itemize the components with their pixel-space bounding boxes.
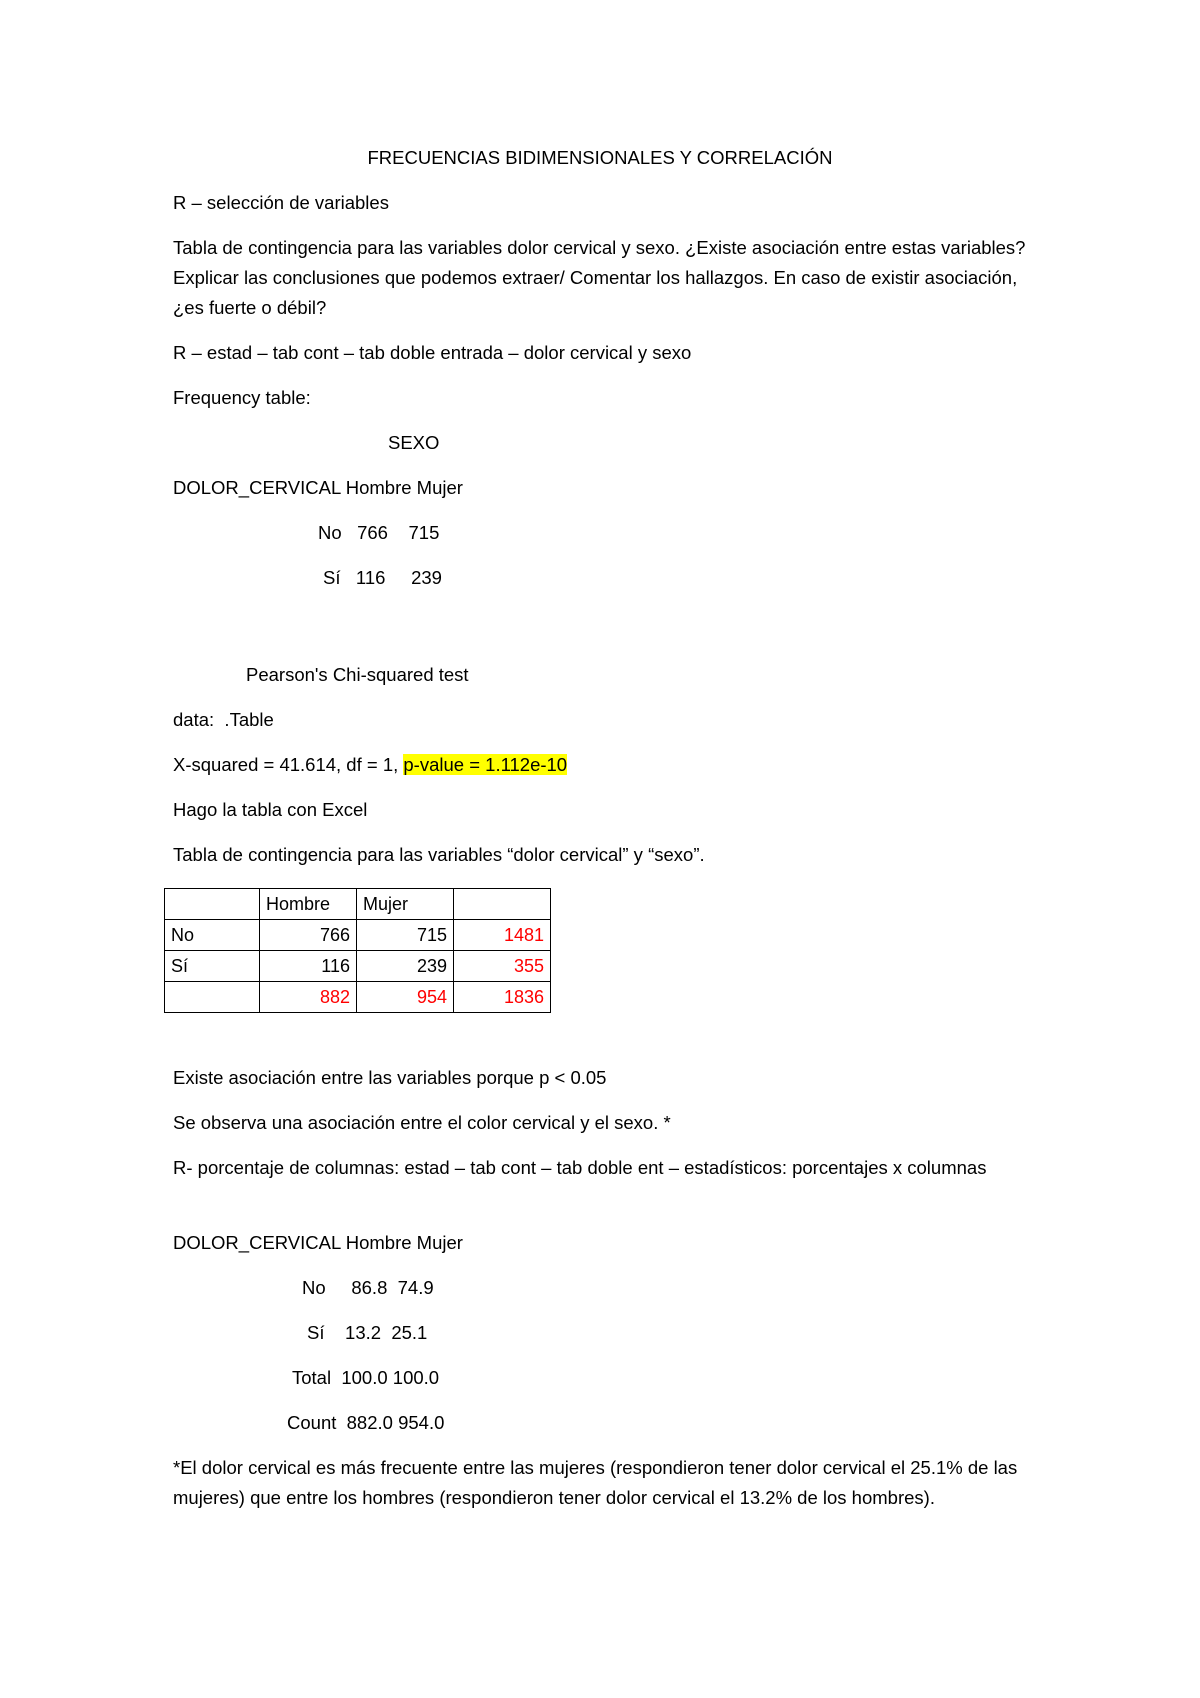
pct-row-count: Count 882.0 954.0 (287, 1412, 445, 1433)
pct-row-no: No 86.8 74.9 (302, 1277, 434, 1298)
sexo-header: SEXO (388, 432, 440, 453)
contingency-table (164, 888, 551, 1013)
chi-squared-title: Pearson's Chi-squared test (246, 664, 469, 685)
frequency-table-label: Frequency table: (173, 387, 311, 408)
p-value-highlight: p-value = 1.112e-10 (403, 754, 568, 775)
paragraph-question: Tabla de contingencia para las variables dolor cervical y sexo. ¿Existe asociación entre estas variables? Explicar las conclusiones que podemos extraer/ Comentar los hallazgos. En caso de existir asociación, ¿es fuerte o débil? (173, 237, 1026, 318)
chi-result-line (173, 750, 567, 780)
table-cell: 116 (260, 951, 357, 982)
paragraph-selection: R – selección de variables (173, 192, 389, 213)
table-cell: No (165, 920, 260, 951)
table-cell: 239 (357, 951, 454, 982)
conclusion-paragraph: *El dolor cervical es más frecuente entre las mujeres (respondieron tener dolor cervical el 25.1% de las mujeres) que entre los hombres (respondieron tener dolor cervical el 13.2% de los hombres). (173, 1457, 1018, 1508)
table-cell (454, 889, 551, 920)
table-row (165, 951, 551, 982)
observation-statement: Se observa una asociación entre el color cervical y el sexo. * (173, 1112, 671, 1133)
table-header-mujer: Mujer (357, 889, 454, 920)
pct-row-si: Sí 13.2 25.1 (307, 1322, 428, 1343)
paragraph-r-steps: R – estad – tab cont – tab doble entrada – dolor cervical y sexo (173, 342, 692, 363)
table-cell: 766 (260, 920, 357, 951)
table-header-hombre: Hombre (260, 889, 357, 920)
freq-row-si: Sí 116 239 (323, 567, 442, 588)
table-cell-total: 1836 (454, 982, 551, 1013)
chi-statistic: X-squared = 41.614, df = 1, (173, 754, 404, 775)
association-statement: Existe asociación entre las variables porque p < 0.05 (173, 1067, 607, 1088)
freq-row-no: No 766 715 (318, 522, 440, 543)
table-header-row (165, 889, 551, 920)
chi-data-line: data: .Table (173, 709, 274, 730)
table-caption: Tabla de contingencia para las variables “dolor cervical” y “sexo”. (173, 844, 705, 865)
freq-column-header: DOLOR_CERVICAL Hombre Mujer (173, 477, 463, 498)
table-cell (165, 982, 260, 1013)
excel-note: Hago la tabla con Excel (173, 799, 368, 820)
table-cell-total: 355 (454, 951, 551, 982)
pct-column-header: DOLOR_CERVICAL Hombre Mujer (173, 1232, 463, 1253)
table-cell-total: 1481 (454, 920, 551, 951)
table-cell: 715 (357, 920, 454, 951)
table-cell-total: 882 (260, 982, 357, 1013)
table-cell-total: 954 (357, 982, 454, 1013)
table-cell: Sí (165, 951, 260, 982)
pct-row-total: Total 100.0 100.0 (292, 1367, 440, 1388)
table-row (165, 920, 551, 951)
table-totals-row (165, 982, 551, 1013)
percentage-steps: R- porcentaje de columnas: estad – tab cont – tab doble ent – estadísticos: porcentajes x columnas (173, 1157, 987, 1178)
document-title: FRECUENCIAS BIDIMENSIONALES Y CORRELACIÓN (367, 147, 833, 168)
table-cell (165, 889, 260, 920)
